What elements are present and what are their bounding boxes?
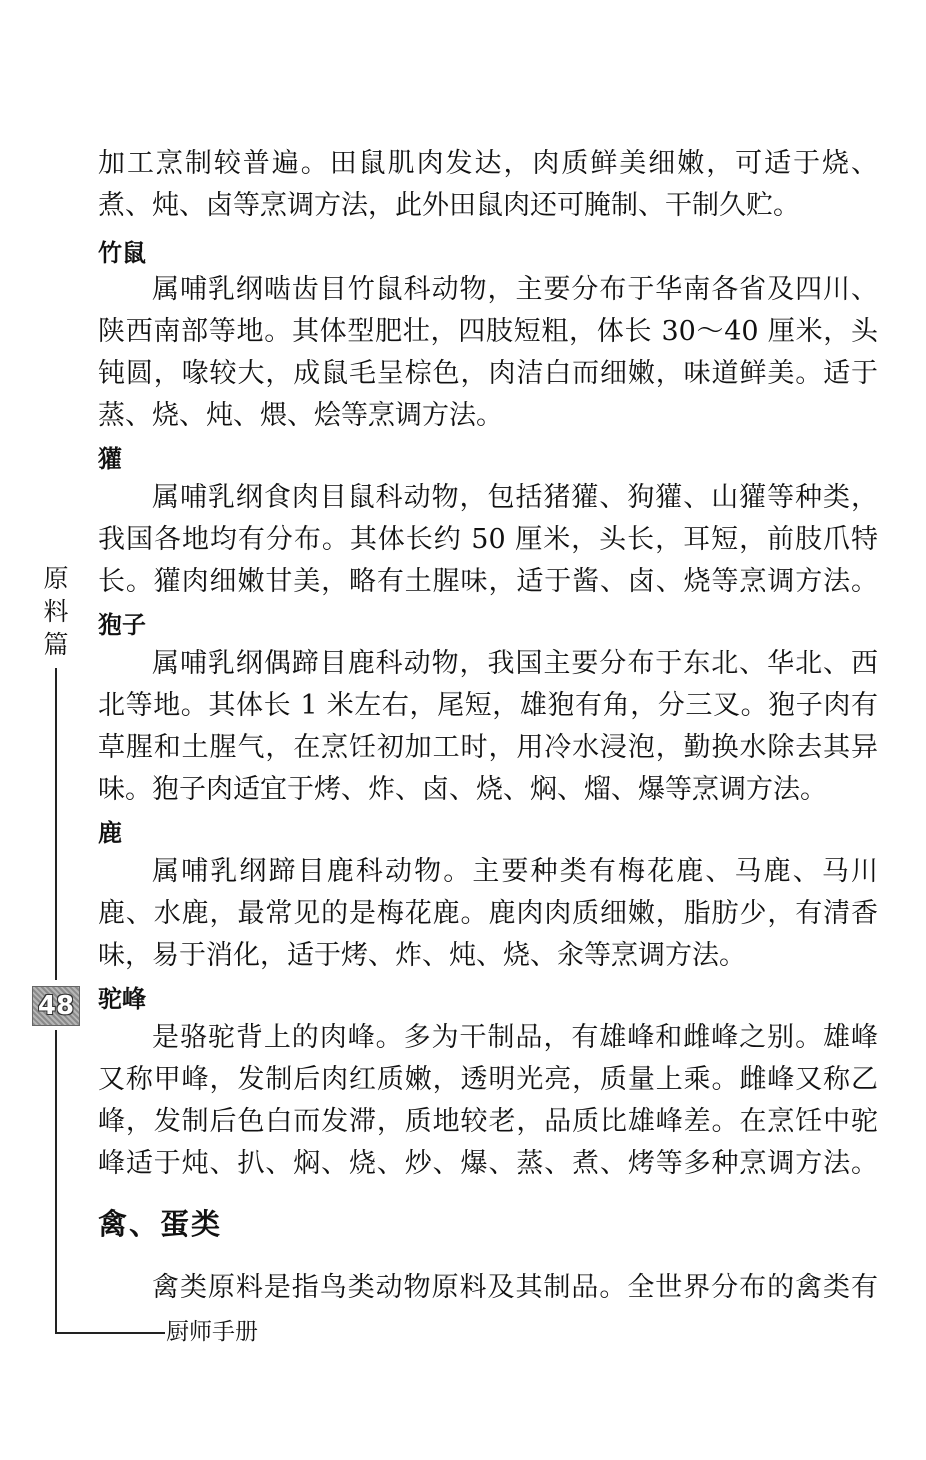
side-rule-upper <box>55 668 57 980</box>
paragraph-line: 属哺乳纲偶蹄目鹿科动物，我国主要分布于东北、华北、西 <box>152 648 878 679</box>
paragraph-line: 加工烹制较普遍。田鼠肌肉发达，肉质鲜美细嫩，可适于烧、 <box>98 148 878 179</box>
page-number-badge: 48 <box>32 986 80 1026</box>
paragraph-line: 草腥和土腥气，在烹饪初加工时，用冷水浸泡，勤换水除去其异 <box>98 732 878 763</box>
paragraph-line: 煮、炖、卤等烹调方法，此外田鼠肉还可腌制、干制久贮。 <box>98 190 800 221</box>
paragraph-line: 蒸、烧、炖、煨、烩等烹调方法。 <box>98 400 503 431</box>
side-label-char: 料 <box>43 597 69 626</box>
paragraph-line: 钝圆，喙较大，成鼠毛呈棕色，肉洁白而细嫩，味道鲜美。适于 <box>98 358 878 389</box>
paragraph-line: 属哺乳纲食肉目鼠科动物，包括猪獾、狗獾、山獾等种类， <box>152 482 878 513</box>
footer-book-title: 厨师手册 <box>166 1319 258 1345</box>
side-label-char: 篇 <box>43 630 69 659</box>
entry-heading: 竹鼠 <box>98 239 146 267</box>
paragraph-line: 属哺乳纲蹄目鹿科动物。主要种类有梅花鹿、马鹿、马川 <box>152 856 878 887</box>
paragraph-line: 鹿、水鹿，最常见的是梅花鹿。鹿肉肉质细嫩，脂肪少，有清香 <box>98 898 878 929</box>
paragraph-line: 味，易于消化，适于烤、炸、炖、烧、汆等烹调方法。 <box>98 940 746 971</box>
side-rule-lower <box>55 1030 57 1334</box>
entry-heading: 驼峰 <box>98 985 146 1013</box>
paragraph-line: 峰适于炖、扒、焖、烧、炒、爆、蒸、煮、烤等多种烹调方法。 <box>98 1148 878 1179</box>
paragraph-line: 禽类原料是指鸟类动物原料及其制品。全世界分布的禽类有 <box>152 1272 878 1303</box>
footer-rule <box>55 1332 165 1334</box>
side-section-label <box>40 562 72 661</box>
paragraph-line: 长。獾肉细嫩甘美，略有土腥味，适于酱、卤、烧等烹调方法。 <box>98 566 878 597</box>
paragraph-line: 陕西南部等地。其体型肥壮，四肢短粗，体长 30～40 厘米，头 <box>98 316 878 347</box>
entry-heading: 狍子 <box>98 611 146 639</box>
entry-heading: 獾 <box>98 445 122 473</box>
paragraph-line: 味。狍子肉适宜于烤、炸、卤、烧、焖、熘、爆等烹调方法。 <box>98 774 827 805</box>
paragraph-line: 北等地。其体长 1 米左右，尾短，雄狍有角，分三叉。狍子肉有 <box>98 690 878 721</box>
side-label-char: 原 <box>43 564 69 593</box>
section-title: 禽、蛋类 <box>98 1207 223 1241</box>
paragraph-line: 峰，发制后色白而发滞，质地较老，品质比雄峰差。在烹饪中驼 <box>98 1106 878 1137</box>
paragraph-line: 属哺乳纲啮齿目竹鼠科动物，主要分布于华南各省及四川、 <box>152 274 878 305</box>
paragraph-line: 又称甲峰，发制后肉红质嫩，透明光亮，质量上乘。雌峰又称乙 <box>98 1064 878 1095</box>
paragraph-line: 我国各地均有分布。其体长约 50 厘米，头长，耳短，前肢爪特 <box>98 524 878 555</box>
entry-heading: 鹿 <box>98 819 122 847</box>
paragraph-line: 是骆驼背上的肉峰。多为干制品，有雄峰和雌峰之别。雄峰 <box>152 1022 878 1053</box>
